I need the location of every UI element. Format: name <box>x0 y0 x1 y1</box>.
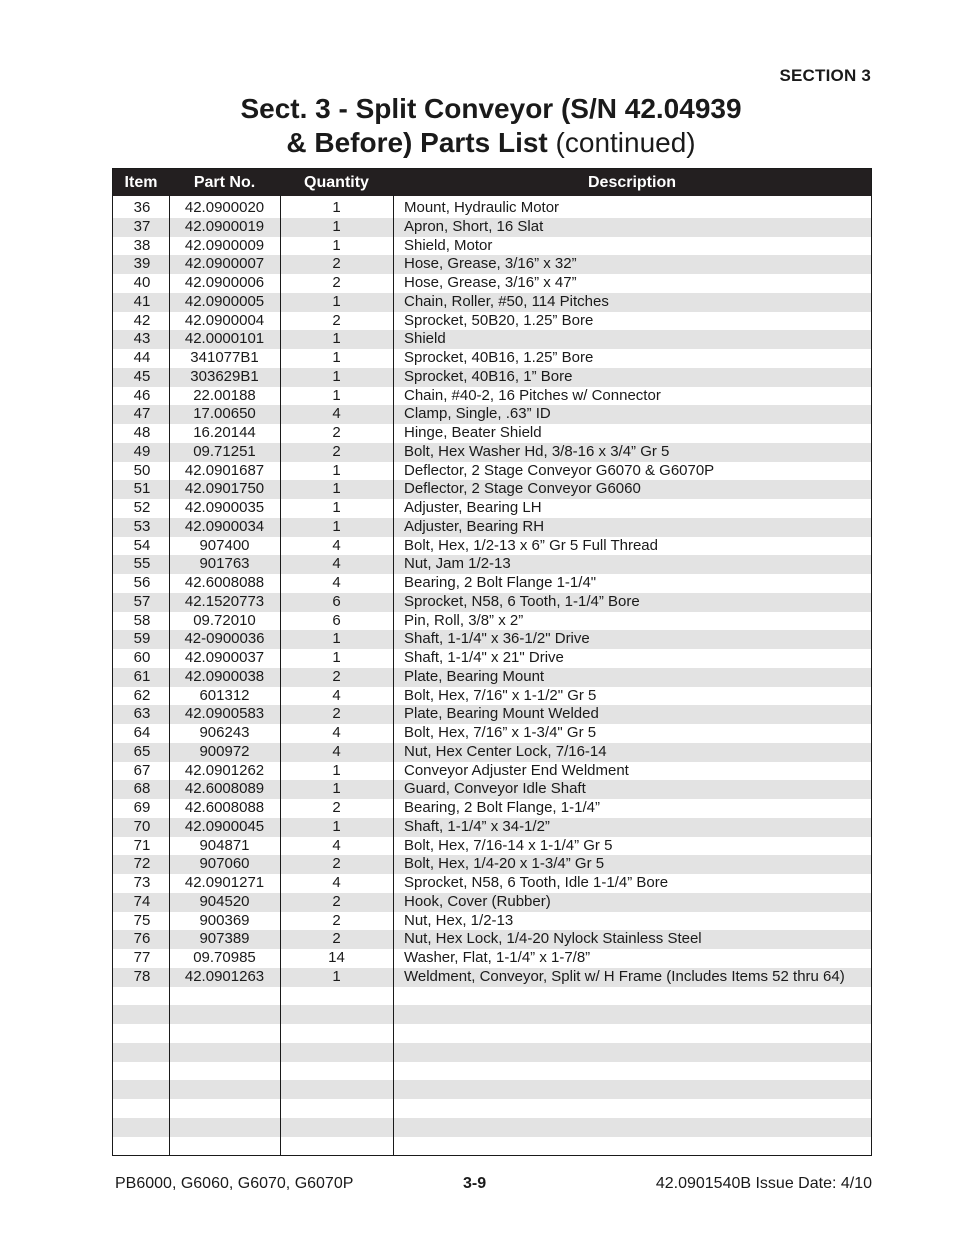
cell-description: Pin, Roll, 3/8” x 2” <box>404 611 524 629</box>
cell-quantity <box>280 1118 393 1137</box>
cell-part-no <box>169 987 280 1006</box>
cell-item: 64 <box>133 724 151 741</box>
cell-item: 75 <box>133 911 151 929</box>
cell-item: 57 <box>133 592 151 610</box>
cell-item: 56 <box>133 574 151 591</box>
table-row <box>113 743 871 762</box>
table-row <box>113 912 871 931</box>
table-row <box>113 555 871 574</box>
table-row <box>113 274 871 293</box>
cell-quantity: 4 <box>332 836 341 854</box>
cell-part-no: 42.0900009 <box>184 236 265 254</box>
cell-description: Bolt, Hex, 1/2-13 x 6” Gr 5 Full Thread <box>404 536 658 554</box>
cell-quantity: 1 <box>332 199 341 216</box>
cell-description: Washer, Flat, 1-1/4” x 1-7/8” <box>404 949 591 966</box>
cell-description: Bearing, 2 Bolt Flange 1-1/4" <box>404 574 597 591</box>
table-row <box>113 612 871 631</box>
cell-item <box>113 1043 169 1062</box>
cell-quantity: 1 <box>332 217 341 235</box>
cell-quantity: 1 <box>332 236 341 254</box>
cell-description: Hose, Grease, 3/16” x 32” <box>404 255 577 273</box>
cell-description: Sprocket, N58, 6 Tooth, Idle 1-1/4” Bore <box>404 874 669 891</box>
cell-quantity: 1 <box>332 967 341 985</box>
cell-quantity: 1 <box>332 480 341 498</box>
cell-part-no <box>169 1099 280 1118</box>
cell-description: Mount, Hydraulic Motor <box>404 199 560 216</box>
cell-part-no <box>169 1024 280 1043</box>
cell-item: 58 <box>133 611 151 629</box>
cell-description: Apron, Short, 16 Slat <box>404 217 544 235</box>
table-body <box>113 196 871 1155</box>
cell-part-no <box>169 1137 280 1156</box>
cell-part-no: 42.0900004 <box>184 311 265 329</box>
cell-part-no: 42.0900006 <box>184 274 265 291</box>
header-part-no: Part No. <box>193 173 256 191</box>
cell-part-no: 42.0900019 <box>184 217 265 235</box>
cell-description: Chain, #40-2, 16 Pitches w/ Connector <box>404 386 661 404</box>
cell-item: 54 <box>133 536 151 554</box>
cell-description <box>393 1005 871 1024</box>
cell-description: Bolt, Hex, 7/16” x 1-3/4" Gr 5 <box>404 724 597 741</box>
cell-part-no: 42.6008089 <box>184 780 265 798</box>
cell-quantity: 2 <box>332 667 341 685</box>
cell-item: 67 <box>133 761 151 779</box>
table-row <box>113 349 871 368</box>
table-header <box>113 169 871 196</box>
cell-part-no: 42.0900005 <box>184 292 265 310</box>
table-row <box>113 949 871 968</box>
table-row <box>113 668 871 687</box>
cell-description: Hose, Grease, 3/16” x 47” <box>404 274 577 291</box>
table-row <box>113 237 871 256</box>
column-divider <box>280 195 281 1155</box>
cell-quantity: 4 <box>332 405 341 423</box>
cell-description: Shield, Motor <box>404 236 493 254</box>
cell-part-no: 09.70985 <box>193 949 256 966</box>
cell-description: Shield <box>404 330 446 348</box>
column-divider <box>169 195 170 1155</box>
header-quantity: Quantity <box>304 173 369 191</box>
cell-quantity: 14 <box>328 949 345 966</box>
cell-part-no: 42.0901271 <box>184 874 265 891</box>
table-row <box>113 762 871 781</box>
cell-item: 36 <box>133 199 151 216</box>
cell-quantity <box>280 1062 393 1081</box>
cell-quantity: 1 <box>332 630 341 648</box>
table-row <box>113 837 871 856</box>
table-row <box>113 1062 871 1081</box>
cell-quantity: 2 <box>332 799 341 816</box>
table-row <box>113 649 871 668</box>
cell-part-no: 42.0900037 <box>184 649 265 666</box>
cell-quantity: 4 <box>332 574 341 591</box>
cell-description: Conveyor Adjuster End Weldment <box>404 761 629 779</box>
cell-item: 55 <box>133 555 151 573</box>
table-row <box>113 593 871 612</box>
header-description: Description <box>587 173 676 191</box>
header-item: Item <box>124 173 158 191</box>
cell-item: 77 <box>133 949 151 966</box>
cell-item: 60 <box>133 649 151 666</box>
cell-item: 65 <box>133 742 151 760</box>
cell-item: 52 <box>133 499 151 516</box>
table-row <box>113 387 871 406</box>
cell-item: 50 <box>133 461 151 479</box>
cell-quantity: 1 <box>332 386 341 404</box>
cell-part-no <box>169 1043 280 1062</box>
table-row <box>113 855 871 874</box>
cell-description: Hook, Cover (Rubber) <box>404 892 551 910</box>
cell-quantity: 2 <box>332 442 341 460</box>
cell-item: 37 <box>133 217 151 235</box>
cell-item: 72 <box>133 855 151 873</box>
cell-part-no: 09.72010 <box>193 611 256 629</box>
cell-description: Deflector, 2 Stage Conveyor G6060 <box>404 480 641 498</box>
cell-part-no: 42.0900583 <box>184 705 265 723</box>
cell-quantity <box>280 987 393 1006</box>
cell-quantity: 4 <box>332 742 341 760</box>
cell-quantity: 6 <box>332 592 341 610</box>
cell-item: 45 <box>133 367 151 385</box>
table-row <box>113 443 871 462</box>
cell-item <box>113 1137 169 1156</box>
cell-description: Chain, Roller, #50, 114 Pitches <box>404 292 609 310</box>
table-row <box>113 1080 871 1099</box>
cell-part-no: 42.0900034 <box>184 517 265 535</box>
cell-quantity: 1 <box>332 461 341 479</box>
cell-description: Bolt, Hex Washer Hd, 3/8-16 x 3/4” Gr 5 <box>404 442 670 460</box>
cell-description: Bearing, 2 Bolt Flange, 1-1/4” <box>404 799 600 816</box>
title-line-1: Sect. 3 - Split Conveyor (S/N 42.04939 <box>240 93 742 124</box>
cell-quantity: 1 <box>332 349 341 366</box>
cell-description <box>393 1062 871 1081</box>
cell-quantity: 1 <box>332 817 341 835</box>
cell-description <box>393 1043 871 1062</box>
table-row <box>113 330 871 349</box>
table-row <box>113 1043 871 1062</box>
cell-part-no: 901763 <box>199 555 250 573</box>
cell-part-no: 303629B1 <box>190 367 259 385</box>
cell-quantity <box>280 1099 393 1118</box>
table-row <box>113 968 871 987</box>
cell-quantity: 1 <box>332 367 341 385</box>
cell-item: 51 <box>133 480 151 498</box>
cell-part-no: 42.0900020 <box>184 199 265 216</box>
cell-item: 76 <box>133 930 151 948</box>
table-row <box>113 630 871 649</box>
footer-models: PB6000, G6060, G6070, G6070P <box>115 1175 354 1192</box>
cell-part-no: 907060 <box>199 855 250 873</box>
cell-description: Shaft, 1-1/4" x 21" Drive <box>404 649 564 666</box>
parts-table <box>112 168 872 1156</box>
table-row <box>113 987 871 1006</box>
cell-quantity <box>280 1080 393 1099</box>
cell-item: 49 <box>133 442 151 460</box>
cell-description: Weldment, Conveyor, Split w/ H Frame (Includes Items 52 thru 64) <box>404 967 845 985</box>
cell-item: 61 <box>133 667 151 685</box>
cell-part-no: 42.0000101 <box>184 330 265 348</box>
title-line-2 <box>0 126 954 160</box>
cell-part-no: 42.0900045 <box>184 817 265 835</box>
cell-description: Clamp, Single, .63” ID <box>404 405 551 423</box>
cell-description: Sprocket, N58, 6 Tooth, 1-1/4” Bore <box>404 592 640 610</box>
table-row <box>113 1005 871 1024</box>
cell-item <box>113 987 169 1006</box>
cell-description: Sprocket, 50B20, 1.25” Bore <box>404 311 594 329</box>
cell-description <box>393 1118 871 1137</box>
cell-item: 62 <box>133 686 151 704</box>
cell-part-no: 42.0901262 <box>184 761 265 779</box>
cell-description <box>393 1137 871 1156</box>
cell-item: 48 <box>133 424 151 441</box>
cell-quantity: 2 <box>332 855 341 873</box>
table-row <box>113 255 871 274</box>
cell-description <box>393 1080 871 1099</box>
table-row <box>113 537 871 556</box>
cell-quantity: 2 <box>332 274 341 291</box>
cell-quantity: 6 <box>332 611 341 629</box>
cell-item <box>113 1118 169 1137</box>
cell-item: 38 <box>133 236 151 254</box>
table-row <box>113 1024 871 1043</box>
table-row <box>113 705 871 724</box>
cell-item: 63 <box>133 705 151 723</box>
cell-quantity: 2 <box>332 255 341 273</box>
title-line-2-continued: (continued) <box>547 127 696 158</box>
cell-item: 73 <box>133 874 151 891</box>
cell-part-no <box>169 1005 280 1024</box>
cell-part-no: 904520 <box>199 892 250 910</box>
cell-item: 59 <box>133 630 151 648</box>
cell-description: Hinge, Beater Shield <box>404 424 542 441</box>
cell-part-no: 42.0901687 <box>184 461 265 479</box>
table-row <box>113 1137 871 1156</box>
cell-item <box>113 1005 169 1024</box>
table-row <box>113 893 871 912</box>
cell-item: 53 <box>133 517 151 535</box>
cell-quantity <box>280 1043 393 1062</box>
table-row <box>113 424 871 443</box>
table-row <box>113 930 871 949</box>
table-row <box>113 799 871 818</box>
cell-part-no <box>169 1062 280 1081</box>
cell-part-no: 900972 <box>199 742 250 760</box>
table-row <box>113 818 871 837</box>
table-row <box>113 874 871 893</box>
cell-part-no: 907389 <box>199 930 250 948</box>
cell-description: Shaft, 1-1/4" x 36-1/2" Drive <box>404 630 590 648</box>
cell-quantity: 1 <box>332 292 341 310</box>
cell-description: Guard, Conveyor Idle Shaft <box>404 780 586 798</box>
cell-description: Bolt, Hex, 7/16" x 1-1/2" Gr 5 <box>404 686 597 704</box>
table-row <box>113 1118 871 1137</box>
cell-quantity: 1 <box>332 761 341 779</box>
cell-description: Sprocket, 40B16, 1.25” Bore <box>404 349 594 366</box>
cell-description: Deflector, 2 Stage Conveyor G6070 & G6070P <box>404 461 715 479</box>
cell-quantity: 4 <box>332 686 341 704</box>
cell-description: Sprocket, 40B16, 1” Bore <box>404 367 573 385</box>
cell-description <box>393 1099 871 1118</box>
cell-quantity: 2 <box>332 705 341 723</box>
table-row <box>113 199 871 218</box>
cell-quantity: 2 <box>332 892 341 910</box>
cell-part-no: 42.1520773 <box>184 592 265 610</box>
cell-description <box>393 987 871 1006</box>
cell-quantity: 2 <box>332 311 341 329</box>
cell-part-no <box>169 1080 280 1099</box>
cell-part-no: 42.0900007 <box>184 255 265 273</box>
cell-part-no: 42-0900036 <box>184 630 265 648</box>
cell-description: Nut, Jam 1/2-13 <box>404 555 511 573</box>
cell-description: Plate, Bearing Mount <box>404 667 545 685</box>
cell-part-no: 900369 <box>199 911 250 929</box>
page-title <box>0 92 954 160</box>
table-row <box>113 312 871 331</box>
cell-part-no: 16.20144 <box>193 424 256 441</box>
table-row <box>113 687 871 706</box>
table-row <box>113 368 871 387</box>
cell-description: Nut, Hex Lock, 1/4-20 Nylock Stainless Steel <box>404 930 702 948</box>
cell-part-no: 341077B1 <box>190 349 259 366</box>
cell-item: 47 <box>133 405 151 423</box>
cell-description: Adjuster, Bearing LH <box>404 499 542 516</box>
table-row <box>113 724 871 743</box>
cell-description: Nut, Hex, 1/2-13 <box>404 911 514 929</box>
cell-part-no: 42.0900038 <box>184 667 265 685</box>
cell-item: 39 <box>133 255 151 273</box>
cell-item: 44 <box>133 349 151 366</box>
cell-quantity: 1 <box>332 780 341 798</box>
cell-quantity <box>280 1137 393 1156</box>
table-row <box>113 293 871 312</box>
table-row <box>113 518 871 537</box>
cell-quantity: 4 <box>332 724 341 741</box>
cell-item: 68 <box>133 780 151 798</box>
cell-item: 78 <box>133 967 151 985</box>
cell-quantity: 2 <box>332 424 341 441</box>
cell-item: 41 <box>133 292 151 310</box>
table-row <box>113 574 871 593</box>
cell-item: 43 <box>133 330 151 348</box>
title-line-2-bold: & Before) Parts List <box>286 127 548 158</box>
cell-part-no: 904871 <box>199 836 250 854</box>
cell-part-no: 42.0901750 <box>184 480 265 498</box>
cell-part-no <box>169 1118 280 1137</box>
cell-description: Shaft, 1-1/4” x 34-1/2” <box>404 817 550 835</box>
cell-quantity: 2 <box>332 930 341 948</box>
column-divider <box>393 195 394 1155</box>
table-row <box>113 1099 871 1118</box>
cell-part-no: 17.00650 <box>193 405 256 423</box>
cell-item <box>113 1099 169 1118</box>
cell-description: Adjuster, Bearing RH <box>404 517 545 535</box>
cell-quantity: 4 <box>332 874 341 891</box>
cell-description: Nut, Hex Center Lock, 7/16-14 <box>404 742 607 760</box>
cell-part-no: 09.71251 <box>193 442 256 460</box>
cell-item <box>113 1080 169 1099</box>
cell-quantity: 1 <box>332 330 341 348</box>
cell-part-no: 601312 <box>199 686 250 704</box>
cell-description <box>393 1024 871 1043</box>
table-row <box>113 462 871 481</box>
cell-item: 40 <box>133 274 151 291</box>
cell-quantity: 1 <box>332 499 341 516</box>
cell-part-no: 42.6008088 <box>184 574 265 591</box>
cell-item: 46 <box>133 386 151 404</box>
cell-part-no: 42.0901263 <box>184 967 265 985</box>
footer-doc-info: 42.0901540B Issue Date: 4/10 <box>655 1175 872 1192</box>
cell-item: 71 <box>133 836 151 854</box>
table-row <box>113 780 871 799</box>
cell-quantity: 4 <box>332 555 341 573</box>
cell-part-no: 907400 <box>199 536 250 554</box>
footer-page-number: 3-9 <box>463 1175 487 1192</box>
cell-part-no: 42.6008088 <box>184 799 265 816</box>
cell-description: Bolt, Hex, 1/4-20 x 1-3/4” Gr 5 <box>404 855 605 873</box>
cell-item: 69 <box>133 799 151 816</box>
cell-item: 74 <box>133 892 151 910</box>
cell-quantity <box>280 1005 393 1024</box>
table-row <box>113 480 871 499</box>
cell-part-no: 906243 <box>199 724 250 741</box>
table-row <box>113 499 871 518</box>
cell-item: 70 <box>133 817 151 835</box>
section-label: SECTION 3 <box>779 66 871 85</box>
cell-item <box>113 1062 169 1081</box>
cell-quantity: 2 <box>332 911 341 929</box>
cell-description: Bolt, Hex, 7/16-14 x 1-1/4” Gr 5 <box>404 836 613 854</box>
cell-description: Plate, Bearing Mount Welded <box>404 705 599 723</box>
cell-quantity <box>280 1024 393 1043</box>
table-row <box>113 405 871 424</box>
cell-quantity: 4 <box>332 536 341 554</box>
cell-item: 42 <box>133 311 151 329</box>
table-row <box>113 218 871 237</box>
cell-part-no: 22.00188 <box>193 386 256 404</box>
cell-item <box>113 1024 169 1043</box>
cell-quantity: 1 <box>332 517 341 535</box>
cell-quantity: 1 <box>332 649 341 666</box>
cell-part-no: 42.0900035 <box>184 499 265 516</box>
